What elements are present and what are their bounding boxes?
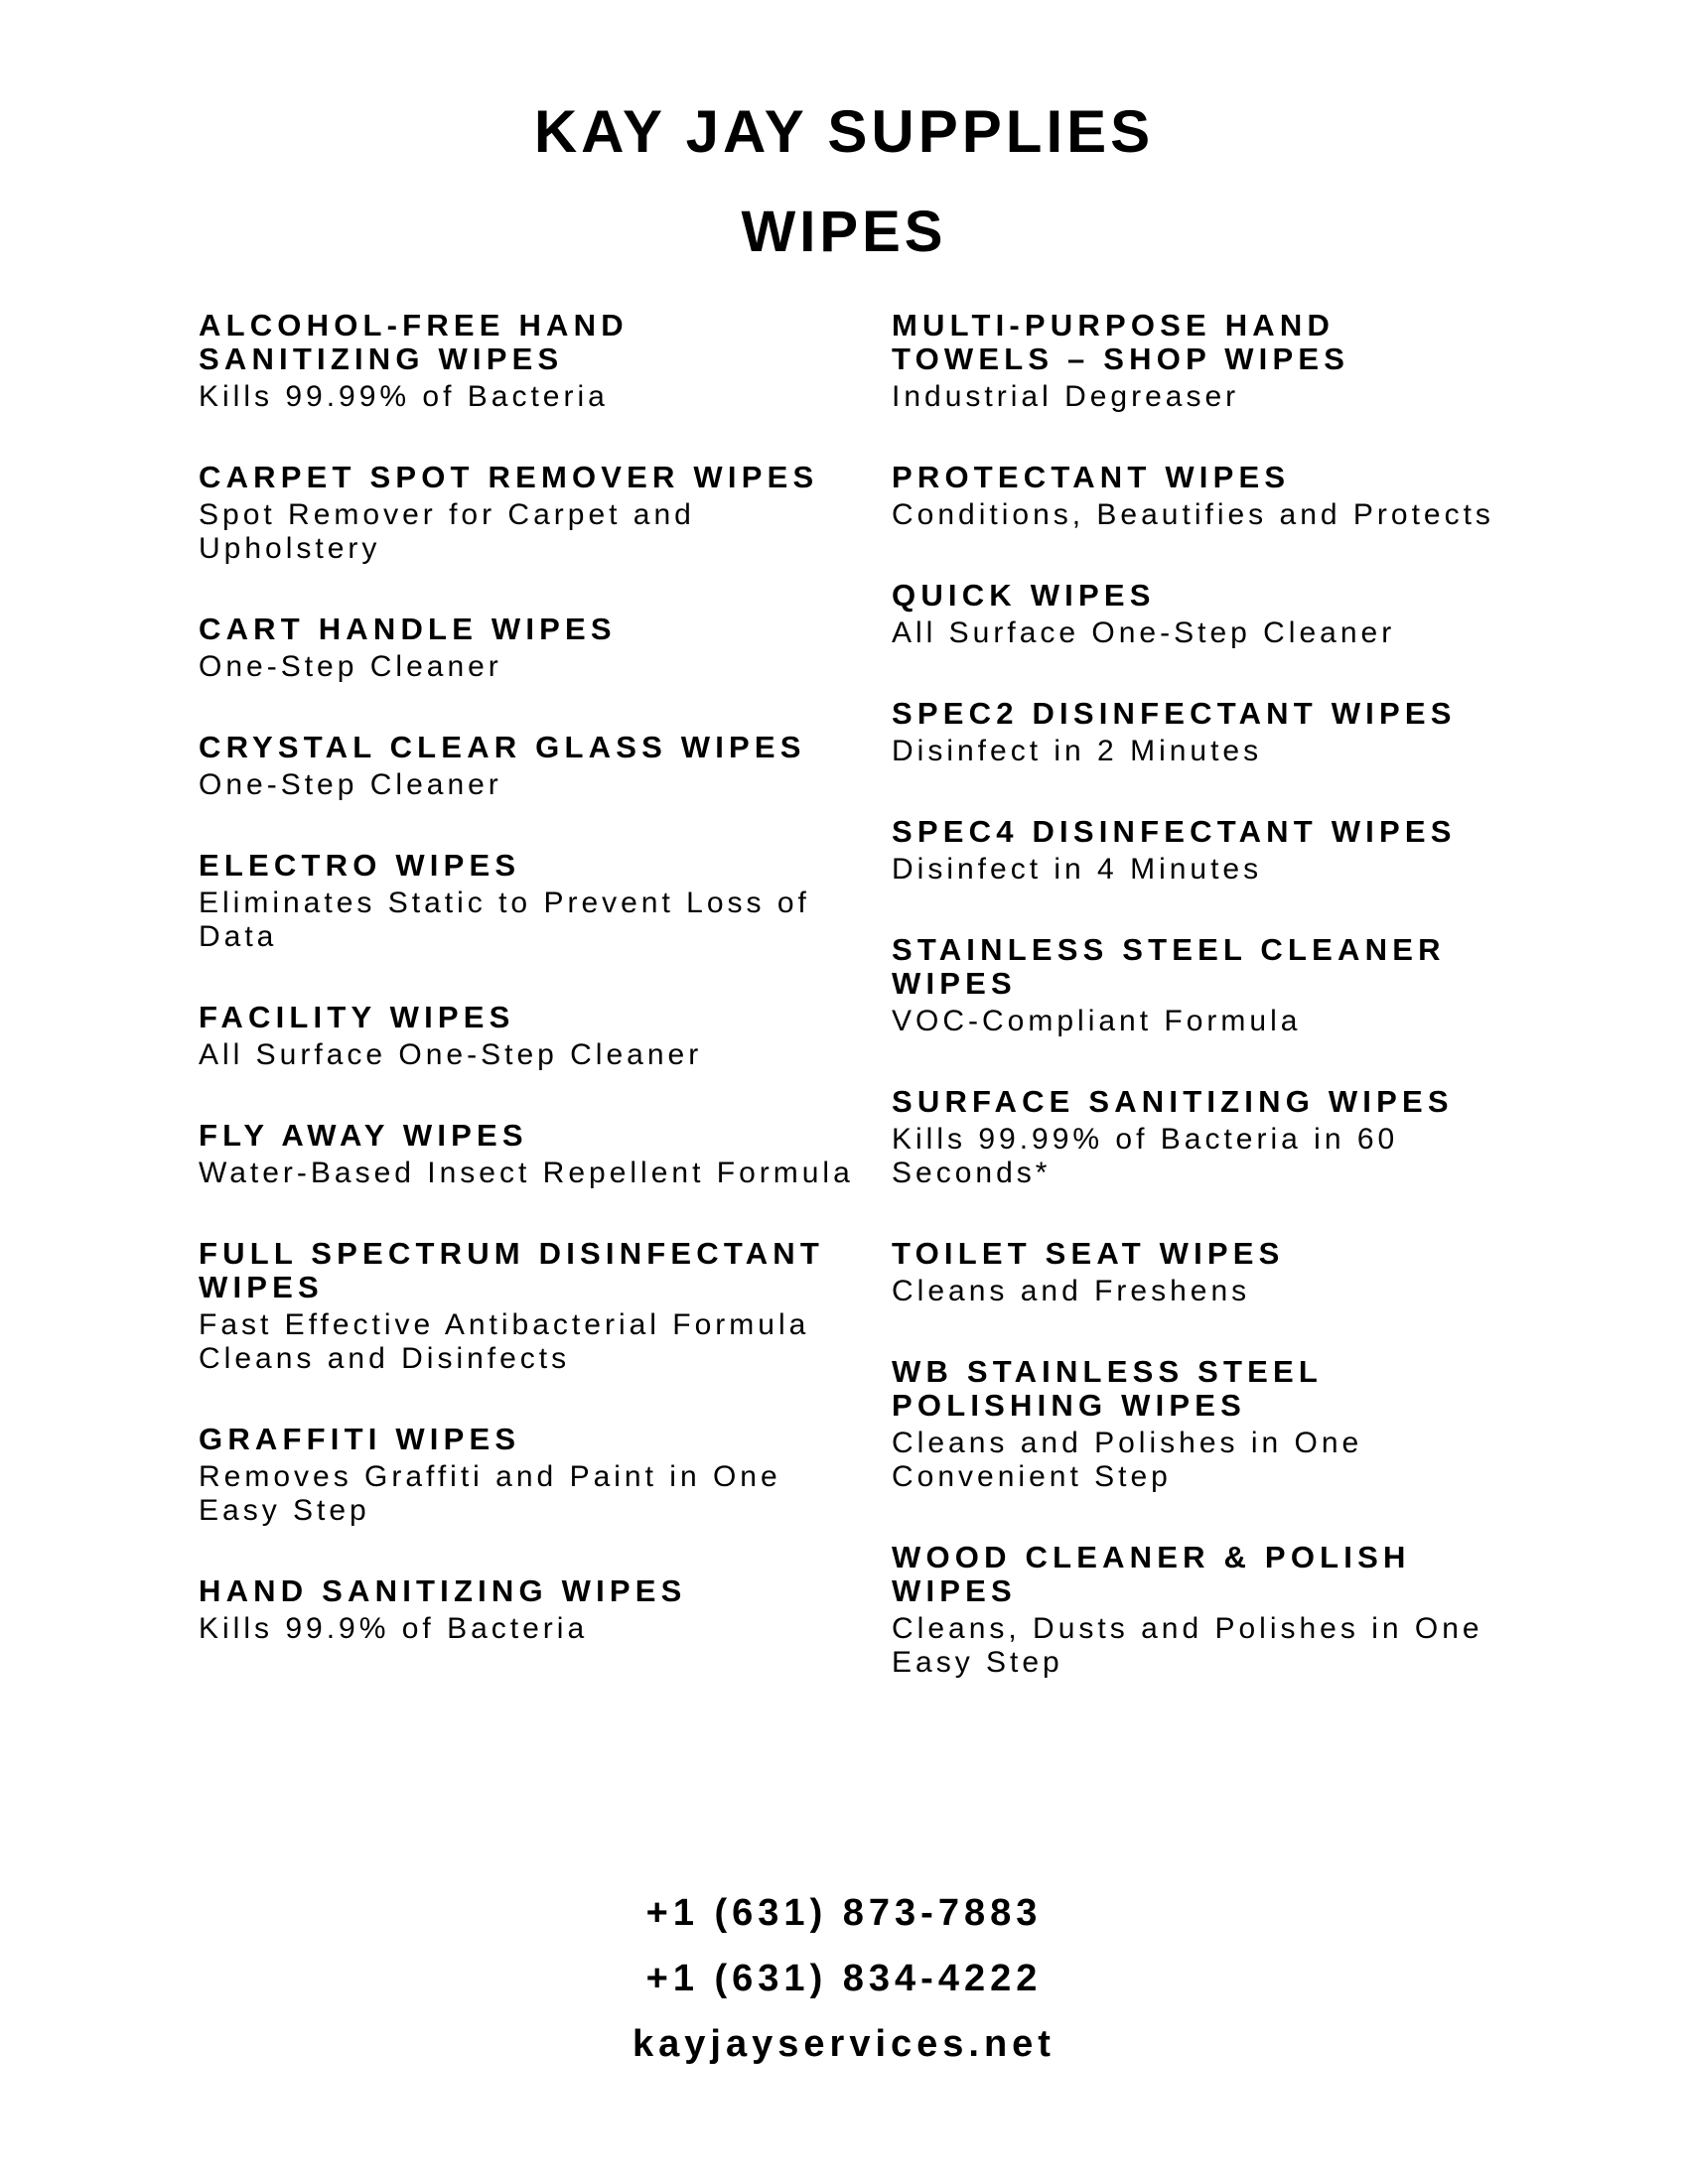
product-name: MULTI-PURPOSE HAND TOWELS – SHOP WIPES [892,308,1350,376]
product-name: WOOD CLEANER & POLISH WIPES [892,1540,1411,1608]
product-name: ALCOHOL-FREE HAND SANITIZING WIPES [199,308,629,376]
product-description: Water-Based Insect Repellent Formula [199,1157,854,1189]
product-description: Kills 99.9% of Bacteria [199,1612,589,1645]
product-item [892,461,1507,532]
product-name: WB STAINLESS STEEL POLISHING WIPES [892,1354,1323,1423]
product-name: QUICK WIPES [892,578,1156,613]
product-item [892,579,1507,650]
product-description: Conditions, Beautifies and Protects [892,498,1494,531]
product-name: FLY AWAY WIPES [199,1118,528,1153]
product-description: Kills 99.99% of Bacteria [199,380,609,413]
product-item [199,309,854,414]
product-name: FACILITY WIPES [199,1000,515,1034]
product-name: CARPET SPOT REMOVER WIPES [199,460,819,494]
product-item [199,1574,854,1646]
product-name: SURFACE SANITIZING WIPES [892,1084,1454,1119]
product-item [199,1119,854,1190]
product-description: VOC-Compliant Formula [892,1005,1302,1037]
product-description: Disinfect in 2 Minutes [892,735,1263,767]
product-column-right [892,309,1507,1726]
product-name: STAINLESS STEEL CLEANER WIPES [892,932,1446,1001]
product-description: Fast Effective Antibacterial Formula Cleans and Disinfects [199,1308,810,1375]
product-description: Kills 99.99% of Bacteria in 60 Seconds* [892,1123,1399,1189]
product-item [892,309,1507,414]
product-description: All Surface One-Step Cleaner [892,616,1396,649]
product-item [892,815,1507,887]
product-item [199,461,854,566]
product-description: One-Step Cleaner [199,650,502,683]
product-description: Cleans and Polishes in One Convenient Step [892,1427,1363,1493]
product-item [892,1085,1507,1190]
company-title: KAY JAY SUPPLIES [533,98,1155,165]
product-description: One-Step Cleaner [199,768,502,801]
product-item [199,613,854,684]
product-description: Cleans and Freshens [892,1275,1251,1307]
product-description: All Surface One-Step Cleaner [199,1038,703,1071]
product-item [892,1237,1507,1308]
product-description: Industrial Degreaser [892,380,1240,413]
product-item [199,1423,854,1528]
product-name: SPEC2 DISINFECTANT WIPES [892,696,1457,731]
product-name: CRYSTAL CLEAR GLASS WIPES [199,730,806,764]
phone-number-primary[interactable]: +1 (631) 873-7883 [645,1892,1043,1934]
product-name: CART HANDLE WIPES [199,612,617,646]
product-item [892,697,1507,768]
product-name: HAND SANITIZING WIPES [199,1573,687,1608]
product-item [199,731,854,802]
product-description: Removes Graffiti and Paint in One Easy Step [199,1460,781,1527]
product-item [892,1541,1507,1680]
product-name: PROTECTANT WIPES [892,460,1291,494]
product-description: Cleans, Dusts and Polishes in One Easy Step [892,1612,1483,1679]
section-title: WIPES [741,200,947,264]
product-name: GRAFFITI WIPES [199,1422,521,1456]
product-item [892,1355,1507,1494]
product-name: TOILET SEAT WIPES [892,1236,1285,1271]
product-item [199,1237,854,1376]
product-item [199,1001,854,1072]
product-description: Eliminates Static to Prevent Loss of Data [199,887,810,953]
product-item [199,849,854,954]
phone-number-secondary[interactable]: +1 (631) 834-4222 [645,1958,1043,1999]
product-column-left [199,309,854,1693]
product-item [892,933,1507,1038]
product-description: Disinfect in 4 Minutes [892,853,1263,886]
product-name: ELECTRO WIPES [199,848,521,883]
product-name: SPEC4 DISINFECTANT WIPES [892,814,1457,849]
product-description: Spot Remover for Carpet and Upholstery [199,498,695,565]
website-link[interactable]: kayjayservices.net [633,2023,1055,2065]
product-name: FULL SPECTRUM DISINFECTANT WIPES [199,1236,825,1304]
